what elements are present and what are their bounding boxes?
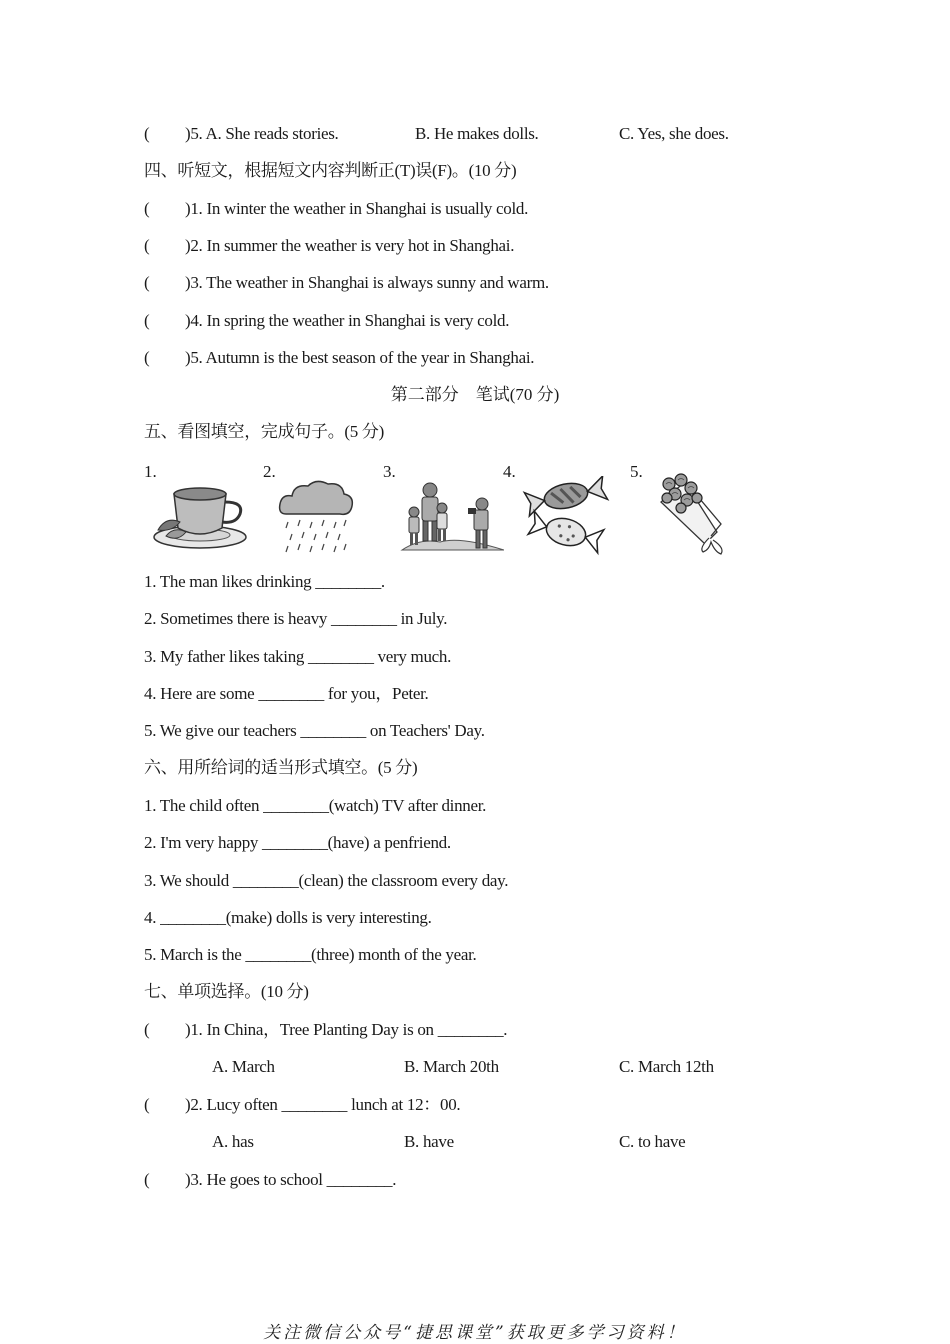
fill-sentence: 5. March is the ________(three) month of the year.	[144, 945, 477, 964]
question-text: )3. He goes to school ________.	[185, 1170, 397, 1189]
fill-sentence: 4. Here are some ________ for you，Peter.	[144, 684, 429, 703]
flower-bouquet-icon	[655, 472, 737, 558]
answer-paren: (	[144, 1095, 150, 1114]
fill-sentence: 4. ________(make) dolls is very interesting.	[144, 908, 432, 927]
answer-paren: (	[144, 199, 150, 218]
answer-paren: (	[144, 1020, 150, 1039]
fill-sentence: 5. We give our teachers ________ on Teachers' Day.	[144, 721, 485, 740]
answer-paren: (	[144, 348, 150, 367]
fill-sentence: 1. The man likes drinking ________.	[144, 572, 385, 591]
answer-paren: (	[144, 273, 150, 292]
fill-sentence: 1. The child often ________(watch) TV after dinner.	[144, 796, 487, 815]
people-taking-photos-icon	[400, 478, 504, 554]
answer-paren: (	[144, 124, 150, 143]
picture-label: 3.	[383, 462, 396, 481]
tf-item: )4. In spring the weather in Shanghai is very cold.	[185, 311, 510, 330]
footer-notice: 关注微信公众号“捷思课堂”获取更多学习资料！	[263, 1323, 687, 1343]
option-b: B. have	[404, 1132, 454, 1151]
tf-item: )5. Autumn is the best season of the year in Shanghai.	[185, 348, 535, 367]
picture-label: 4.	[503, 462, 516, 481]
option-a: A. has	[212, 1132, 254, 1151]
rain-cloud-icon	[276, 478, 356, 556]
part-2-title: 第二部分 笔试(70 分)	[390, 385, 560, 404]
fill-sentence: 3. My father likes taking ________ very much.	[144, 647, 452, 666]
tf-item: )1. In winter the weather in Shanghai is usually cold.	[185, 199, 529, 218]
section-4-title: 四、听短文，根据短文内容判断正(T)误(F)。(10 分)	[144, 161, 517, 180]
answer-paren: (	[144, 1170, 150, 1189]
question-text: )5. A. She reads stories.	[185, 124, 339, 143]
option-a: A. March	[212, 1057, 275, 1076]
section-7-title: 七、单项选择。(10 分)	[144, 982, 309, 1001]
fill-sentence: 3. We should ________(clean) the classroom every day.	[144, 871, 509, 890]
question-text: )2. Lucy often ________ lunch at 12：00.	[185, 1095, 461, 1114]
fill-sentence: 2. Sometimes there is heavy ________ in July.	[144, 609, 448, 628]
option-c: C. Yes, she does.	[619, 124, 729, 143]
tf-item: )3. The weather in Shanghai is always sunny and warm.	[185, 273, 549, 292]
answer-paren: (	[144, 236, 150, 255]
picture-label: 5.	[630, 462, 643, 481]
option-b: B. He makes dolls.	[415, 124, 539, 143]
section-6-title: 六、用所给词的适当形式填空。(5 分)	[144, 758, 418, 777]
section-5-title: 五、看图填空，完成句子。(5 分)	[144, 422, 384, 441]
question-text: )1. In China，Tree Planting Day is on ________.	[185, 1020, 508, 1039]
tf-item: )2. In summer the weather is very hot in Shanghai.	[185, 236, 515, 255]
candies-icon	[522, 476, 612, 556]
picture-label: 2.	[263, 462, 276, 481]
option-c: C. to have	[619, 1132, 686, 1151]
fill-sentence: 2. I'm very happy ________(have) a penfriend.	[144, 833, 451, 852]
option-c: C. March 12th	[619, 1057, 714, 1076]
picture-label: 1.	[144, 462, 157, 481]
tea-cup-icon	[152, 482, 252, 552]
answer-paren: (	[144, 311, 150, 330]
option-b: B. March 20th	[404, 1057, 499, 1076]
